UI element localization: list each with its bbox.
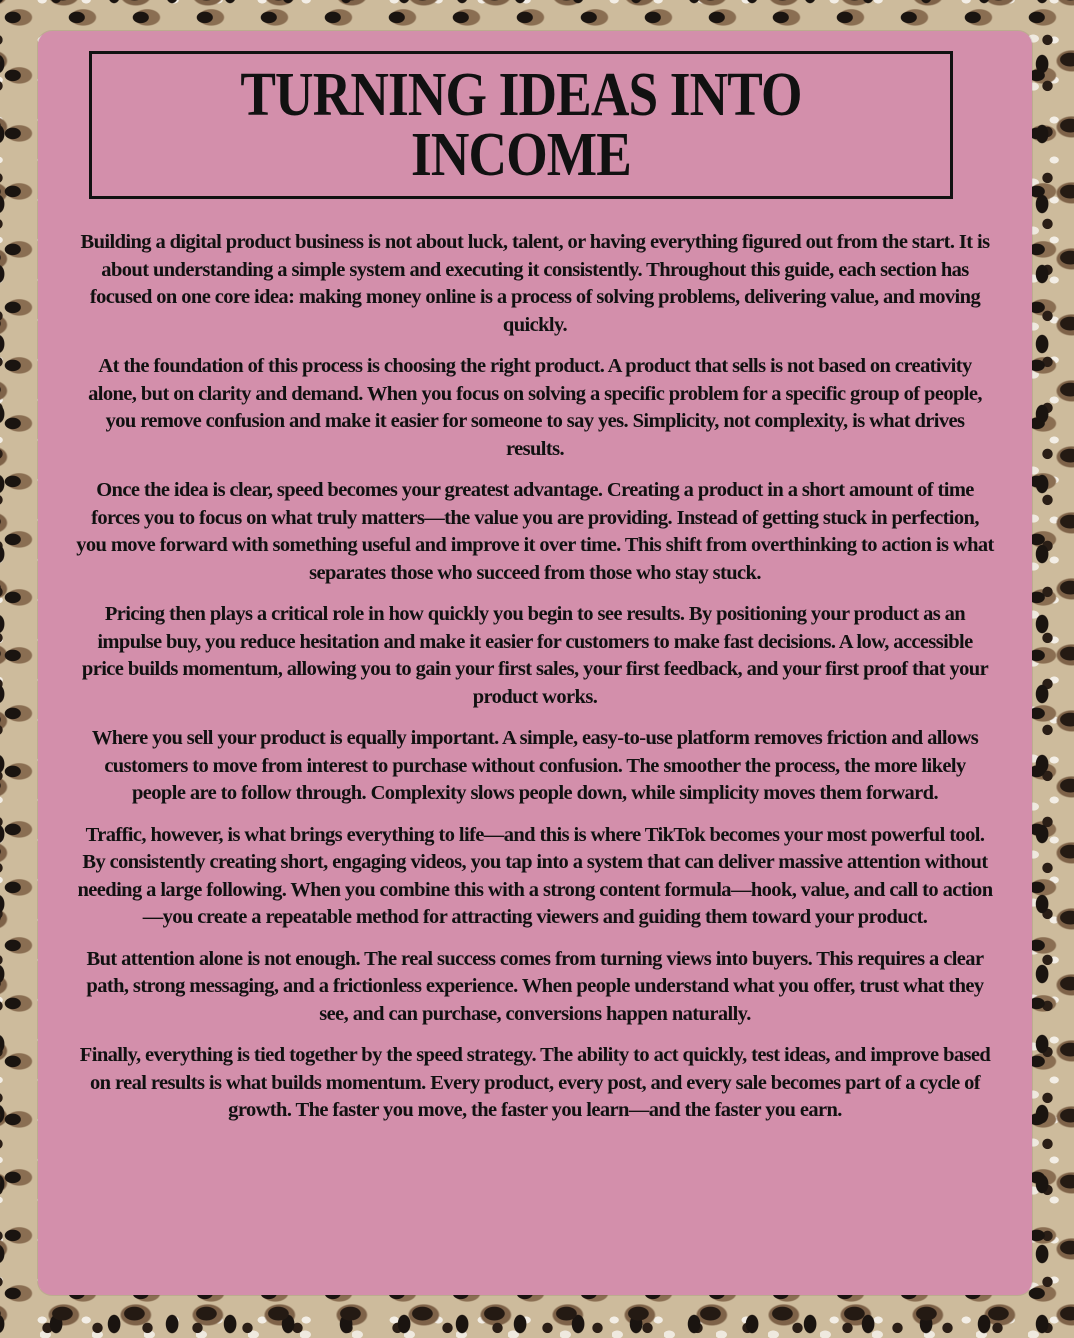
paragraph-product: At the foundation of this process is choosing the right product. A product that sells is not based on creativity alone, but on clarity and demand. When you focus on solving a specific problem for a specific group of people, you remove confusion and make it easier for someone to say yes. Simplicity, not complexity, is what drives results. [88, 355, 982, 460]
paragraph-traffic: Traffic, however, is what brings everything to life—and this is where TikTok becomes your most powerful tool. By consistently creating short, engaging videos, you tap into a system that can deliver massive attention without needing a large following. When you combine this with a strong content formula—hook, value, and call to action—you create a repeatable method for attracting viewers and guiding them toward your product. [77, 823, 993, 928]
paragraph-pricing: Pricing then plays a critical role in how quickly you begin to see results. By positioning your product as an impulse buy, you reduce hesitation and make it easier for customers to make fast decisions. A low, accessible price builds momentum, allowing you to gain your first sales, your first feedback, and your first proof that your product works. [81, 603, 989, 708]
content-panel [38, 31, 1032, 1295]
paragraph-speed: Once the idea is clear, speed becomes your greatest advantage. Creating a product in a short amount of time forces you to focus on what truly matters—the value you are providing. Instead of getting stuck in perfection, you move forward with something useful and improve it over time. This shift from overthinking to action is what separates those who succeed from those who stay stuck. [76, 479, 994, 584]
paragraph-intro: Building a digital product business is not about luck, talent, or having everything figured out from the start. It is about understanding a simple system and executing it consistently. Throughout this guide, each section has focused on one core idea: making money online is a process of solving problems, delivering value, and moving quickly. [80, 231, 990, 336]
paragraph-conclusion: Finally, everything is tied together by the speed strategy. The ability to act quickly, test ideas, and improve based on real results is what builds momentum. Every product, every post, and every sale becomes part of a cycle of growth. The faster you move, the faster you learn—and the faster you earn. [79, 1044, 991, 1121]
paragraph-conversion: But attention alone is not enough. The real success comes from turning views into buyers. This requires a clear path, strong messaging, and a frictionless experience. When people understand what you offer, trust what they see, and can purchase, conversions happen naturally. [86, 947, 984, 1025]
body-text [76, 229, 994, 1139]
paragraph-platform: Where you sell your product is equally important. A simple, easy-to-use platform removes friction and allows customers to move from interest to purchase without confusion. The smoother the process, the more likely people are to follow through. Complexity slows people down, while simplicity moves them forward. [91, 727, 979, 804]
title-frame [89, 51, 953, 199]
page-title: TURNING IDEAS INTO INCOME [240, 61, 802, 189]
